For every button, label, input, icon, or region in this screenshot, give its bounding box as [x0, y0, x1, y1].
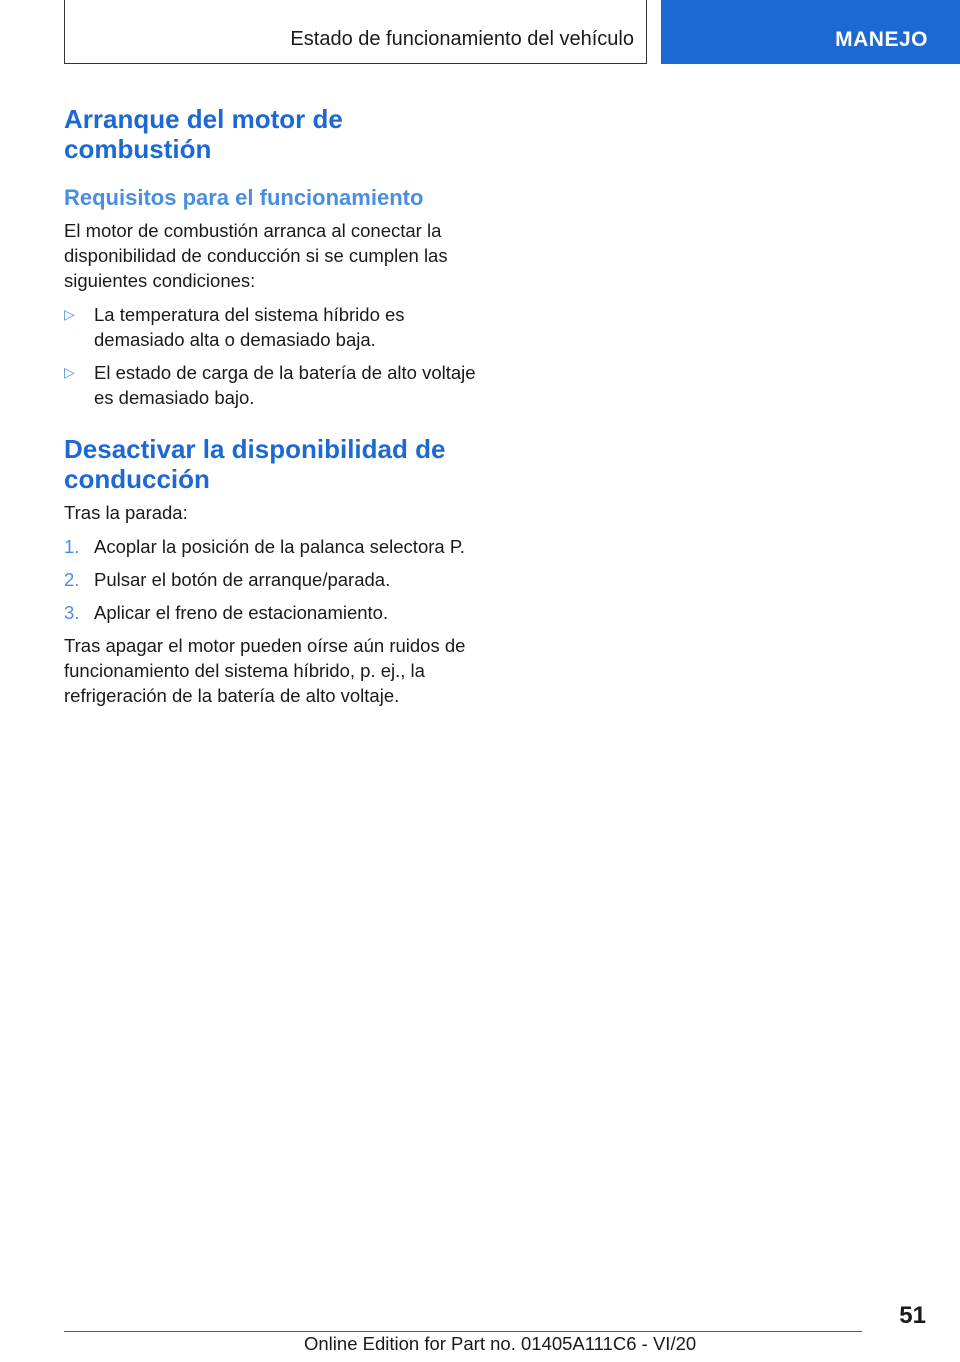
chapter-tab-label: MANEJO — [835, 28, 928, 51]
section-heading-desactivar: Desactivar la disponibilidad de conducción — [64, 434, 446, 494]
page-number: 51 — [899, 1302, 926, 1329]
list-item — [64, 360, 484, 410]
list-item — [64, 534, 484, 559]
list-item-text: El estado de carga de la batería de alto voltaje es demasiado bajo. — [94, 362, 476, 408]
conditions-list — [64, 302, 484, 410]
list-item — [64, 600, 484, 625]
list-item — [64, 567, 484, 592]
footer-divider — [64, 1331, 862, 1332]
triangle-bullet-icon: ▷ — [64, 364, 75, 380]
section-heading-arranque: Arranque del motor de combustión — [64, 104, 343, 164]
list-item — [64, 302, 484, 352]
subheading-requisitos: Requisitos para el funcionamiento — [64, 185, 424, 210]
paragraph-note: Tras apagar el motor pueden oírse aún ruidos de funcionamiento del sistema híbrido, p. ej., la refrigeración de la batería de alto voltaje. — [64, 635, 466, 706]
step-number: 1. — [64, 536, 80, 557]
steps-list — [64, 534, 484, 625]
triangle-bullet-icon: ▷ — [64, 306, 75, 322]
step-number: 3. — [64, 602, 80, 623]
step-text: Pulsar el botón de arranque/parada. — [94, 569, 391, 590]
header-section-box — [64, 0, 647, 64]
page-content — [64, 104, 484, 708]
footer-edition-text: Online Edition for Part no. 01405A111C6 - VI/20 — [304, 1333, 697, 1354]
list-item-text: La temperatura del sistema híbrido es demasiado alta o demasiado baja. — [94, 304, 405, 350]
paragraph-intro-desactivar: Tras la parada: — [64, 502, 188, 523]
header-section-title: Estado de funcionamiento del vehículo — [290, 28, 634, 50]
chapter-tab[interactable] — [661, 0, 960, 64]
step-number: 2. — [64, 569, 80, 590]
paragraph-intro-requisitos: El motor de combustión arranca al conectar la disponibilidad de conducción si se cumplen las siguientes condiciones: — [64, 220, 448, 291]
step-text: Aplicar el freno de estacionamiento. — [94, 602, 389, 623]
step-text: Acoplar la posición de la palanca selectora P. — [94, 536, 465, 557]
